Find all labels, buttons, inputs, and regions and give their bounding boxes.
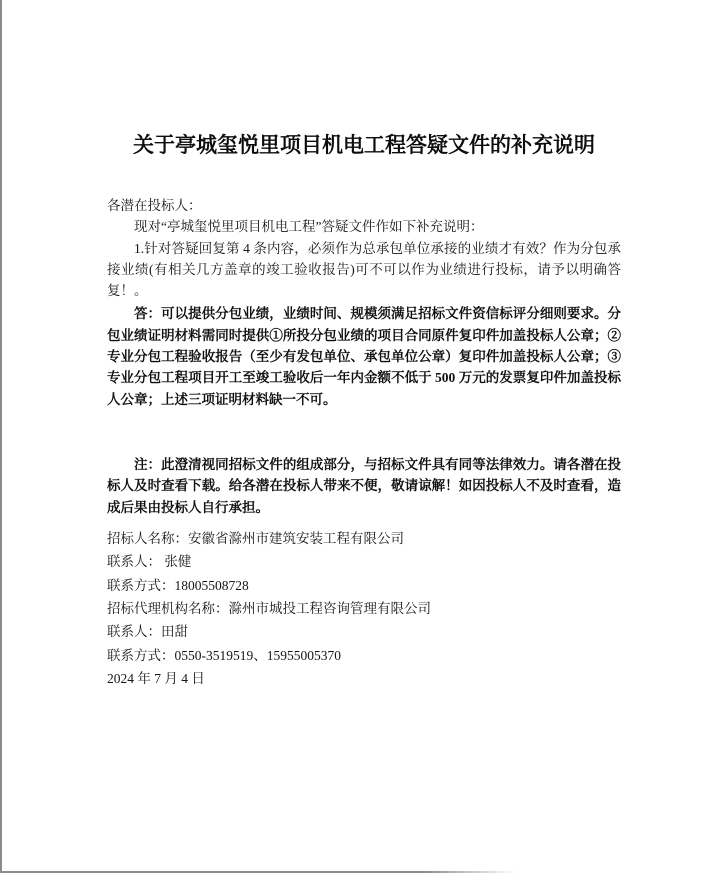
- agency-phone-line: 联系方式：0550-3519519、15955005370: [107, 647, 341, 663]
- intro-line: 现对“亭城玺悦里项目机电工程”答疑文件作如下补充说明：: [134, 219, 484, 235]
- note-paragraph: 注：此澄清视同招标文件的组成部分，与招标文件具有同等法律效力。请各潜在投标人及时查看下载。给各潜在投标人带来不便，敬请谅解！如因投标人不及时查看，造成后果由投标人自行承担。: [107, 456, 621, 515]
- date-line: 2024 年 7 月 4 日: [107, 671, 205, 687]
- answer-paragraph: 答：可以提供分包业绩，业绩时间、规模须满足招标文件资信标评分细则要求。分包业绩证明材料需同时提供①所投分包业绩的项目合同原件复印件加盖投标人公章；②专业分包工程验收报告（至少有发包单位、承包单位公章）复印件加盖投标人公章；③专业分包工程项目开工至竣工验收后一年内金额不低于 500 万元的发票复印件加盖投标人公章；上述三项证明材料缺一不可。: [107, 306, 621, 407]
- agency-name-line: 招标代理机构名称：滁州市城投工程咨询管理有限公司: [107, 601, 431, 617]
- tenderer-contact-line: 联系人： 张健: [107, 554, 192, 570]
- question-paragraph: 1.针对答疑回复第 4 条内容，必须作为总承包单位承接的业绩才有效？作为分包承接业绩(有相关几方盖章的竣工验收报告)可不可以作为业绩进行投标，请予以明确答复！。: [107, 240, 621, 299]
- page-title: 关于亭城玺悦里项目机电工程答疑文件的补充说明: [133, 133, 595, 157]
- document-content: [107, 131, 621, 691]
- tenderer-name-line: 招标人名称：安徽省滁州市建筑安装工程有限公司: [107, 530, 404, 546]
- agency-contact-line: 联系人：田甜: [107, 624, 188, 640]
- salutation-line: 各潜在投标人：: [107, 198, 202, 213]
- contact-info-block: [107, 527, 621, 691]
- tenderer-phone-line: 联系方式：18005508728: [107, 577, 249, 593]
- scan-left-edge: [0, 0, 2, 873]
